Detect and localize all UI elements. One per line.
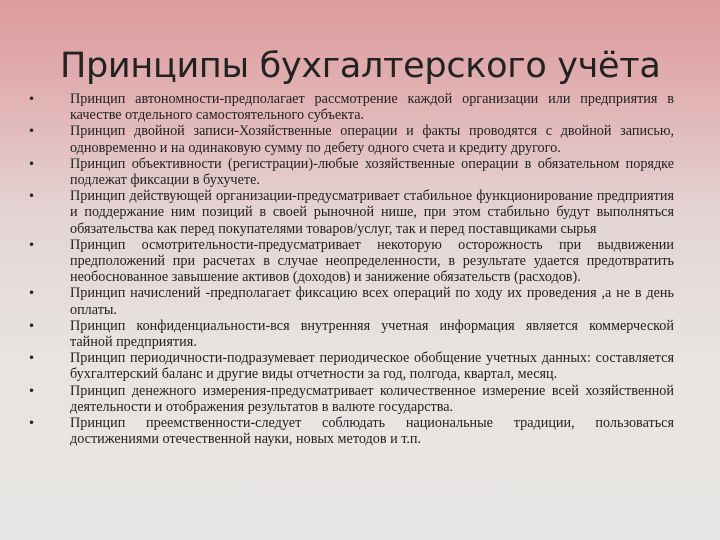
list-item-text: Принцип автономности-предполагает рассмотрение каждой организации или предприятия в качестве отдельного самостоятельного субъекта.	[70, 91, 674, 124]
bullet-icon: •	[28, 156, 36, 171]
list-item	[28, 123, 674, 155]
bullet-icon: •	[28, 237, 36, 252]
list-item	[28, 285, 674, 317]
slide-title: Принципы бухгалтерского учёта	[60, 46, 661, 86]
list-item	[28, 415, 674, 447]
list-item-text: Принцип периодичности-подразумевает периодическое обобщение учетных данных: составляется бухгалтерский баланс и другие виды отчетности за год, полгода, квартал, месяц.	[70, 350, 674, 383]
bullet-icon: •	[28, 351, 36, 366]
bullet-icon: •	[28, 286, 36, 301]
list-item-text: Принцип начислений -предполагает фиксацию всех операций по ходу их проведения ,а не в день оплаты.	[70, 285, 674, 318]
list-item	[28, 188, 674, 237]
bullet-icon: •	[28, 416, 36, 431]
list-item-text: Принцип двойной записи-Хозяйственные операции и факты проводятся с двойной записью, одновременно и на одинаковую сумму по дебету одного счета и кредиту другого.	[70, 123, 674, 156]
bullet-icon: •	[28, 92, 36, 106]
bullet-icon: •	[28, 383, 36, 398]
list-item	[28, 350, 674, 382]
list-item	[28, 91, 674, 123]
list-item	[28, 318, 674, 350]
list-item	[28, 237, 674, 286]
list-item-text: Принцип осмотрительности-предусматривает некоторую осторожность при выдвижении предположений при расчетах в случае неопределенности, в результате удается предотвратить необоснованное завышение активов (доходов) и занижение обязательств (расходов).	[70, 236, 674, 286]
list-item-text: Принцип денежного измерения-предусматривает количественное измерение всей хозяйственной деятельности и отображения результатов в валюте государства.	[70, 382, 674, 415]
list-item-text: Принцип действующей организации-предусматривает стабильное функционирование предприятия и поддержание ним позиций в своей рыночной нише, при этом стабильно будут выполняться обязательства как перед покупателями товаров/услуг, так и перед поставщиками сырья	[70, 188, 674, 237]
list-item	[28, 383, 674, 415]
list-item-text: Принцип преемственности-следует соблюдать национальные традиции, пользоваться достижениями отечественной науки, новых методов и т.п.	[70, 415, 674, 448]
bullet-icon: •	[28, 124, 36, 139]
list-item	[28, 156, 674, 188]
principles-list	[28, 91, 674, 447]
bullet-icon: •	[28, 189, 36, 204]
list-item-text: Принцип конфиденциальности-вся внутренняя учетная информация является коммерческой тайной предприятия.	[70, 317, 674, 351]
list-item-text: Принцип объективности (регистрации)-любые хозяйственные операции в обязательном порядке подлежат фиксации в бухучете.	[70, 155, 674, 189]
bullet-icon: •	[28, 318, 36, 333]
